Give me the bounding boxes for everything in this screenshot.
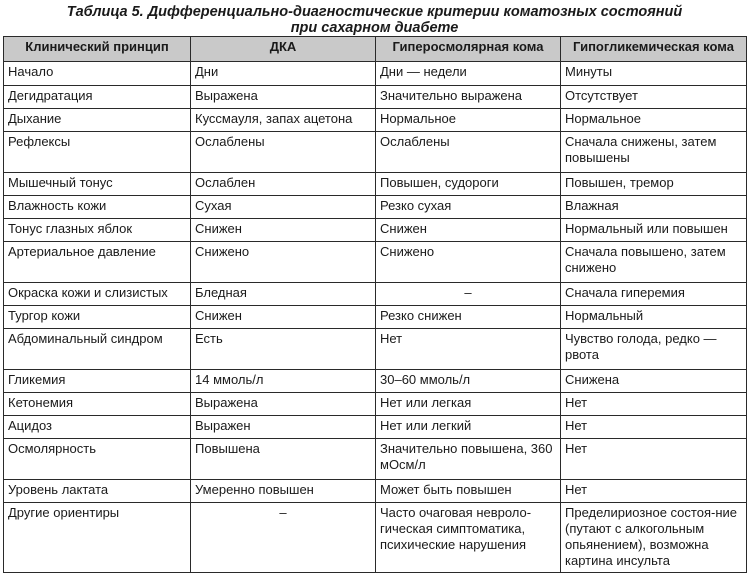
table-cell: Снижен	[191, 219, 376, 242]
table-cell: Дегидратация	[4, 86, 191, 109]
table-cell: Уровень лактата	[4, 480, 191, 503]
table-cell: Нет	[561, 416, 747, 439]
table-cell: Абдоминальный синдром	[4, 329, 191, 370]
column-header-hyperosmolar: Гиперосмолярная кома	[376, 37, 561, 62]
table-cell: Снижено	[191, 242, 376, 283]
table-cell: Осмолярность	[4, 439, 191, 480]
table-cell: Дыхание	[4, 109, 191, 132]
table-row	[4, 196, 747, 219]
table-row	[4, 242, 747, 283]
table-cell: Начало	[4, 62, 191, 86]
table-cell: Снижена	[561, 370, 747, 393]
table-cell: Рефлексы	[4, 132, 191, 173]
table-cell: Нормальный или повышен	[561, 219, 747, 242]
table-cell: Резко снижен	[376, 306, 561, 329]
table-cell: Другие ориентиры	[4, 503, 191, 573]
column-header-principle: Клинический принцип	[4, 37, 191, 62]
table-cell: Ослаблен	[191, 173, 376, 196]
table-cell: Дни — недели	[376, 62, 561, 86]
table-row	[4, 109, 747, 132]
table-cell: Тонус глазных яблок	[4, 219, 191, 242]
table-row	[4, 62, 747, 86]
table-cell: 30–60 ммоль/л	[376, 370, 561, 393]
table-cell: Повышен, тремор	[561, 173, 747, 196]
table-row	[4, 416, 747, 439]
table-caption	[0, 0, 749, 36]
table-cell: Тургор кожи	[4, 306, 191, 329]
header-row	[4, 37, 747, 62]
table-cell: Сухая	[191, 196, 376, 219]
table-row	[4, 329, 747, 370]
column-header-dka: ДКА	[191, 37, 376, 62]
table-cell: Чувство голода, редко — рвота	[561, 329, 747, 370]
table-cell: Бледная	[191, 283, 376, 306]
table-row	[4, 86, 747, 109]
table-row	[4, 503, 747, 573]
caption-line-2: при сахарном диабете	[290, 20, 459, 36]
table-cell: Нет или легкий	[376, 416, 561, 439]
table-cell: Окраска кожи и слизистых	[4, 283, 191, 306]
table-cell: Дни	[191, 62, 376, 86]
table-cell: Артериальное давление	[4, 242, 191, 283]
table-cell: Отсутствует	[561, 86, 747, 109]
table-cell: Влажность кожи	[4, 196, 191, 219]
table-cell: Нормальное	[376, 109, 561, 132]
table-cell: Нет	[561, 480, 747, 503]
table-cell: Выражена	[191, 393, 376, 416]
table-cell: Ослаблены	[376, 132, 561, 173]
table-cell: Мышечный тонус	[4, 173, 191, 196]
table-cell: Повышен, судороги	[376, 173, 561, 196]
table-cell: Ацидоз	[4, 416, 191, 439]
table-cell: Влажная	[561, 196, 747, 219]
table-cell: Может быть повышен	[376, 480, 561, 503]
table-cell: Сначала гиперемия	[561, 283, 747, 306]
table-cell: Нормальный	[561, 306, 747, 329]
table-body	[4, 62, 747, 573]
table-cell: Нормальное	[561, 109, 747, 132]
table-row	[4, 283, 747, 306]
table-row	[4, 173, 747, 196]
table-cell: Ослаблены	[191, 132, 376, 173]
table-cell: Значительно выражена	[376, 86, 561, 109]
table-row	[4, 306, 747, 329]
table-row	[4, 439, 747, 480]
table-row	[4, 480, 747, 503]
table-cell: Снижено	[376, 242, 561, 283]
table-row	[4, 132, 747, 173]
criteria-table	[3, 36, 747, 573]
table-cell: Снижен	[376, 219, 561, 242]
table-cell: Сначала снижены, затем повышены	[561, 132, 747, 173]
table-cell: Нет	[561, 393, 747, 416]
table-cell: Снижен	[191, 306, 376, 329]
table-cell: Повышена	[191, 439, 376, 480]
table-cell: Значительно повышена, 360 мОсм/л	[376, 439, 561, 480]
table-cell: Кетонемия	[4, 393, 191, 416]
table-cell: –	[376, 283, 561, 306]
table-cell: Нет	[561, 439, 747, 480]
table-row	[4, 219, 747, 242]
table-cell: Нет	[376, 329, 561, 370]
table-cell: Гликемия	[4, 370, 191, 393]
column-header-hypoglycemic: Гипогликемическая кома	[561, 37, 747, 62]
table-cell: Выражен	[191, 416, 376, 439]
caption-line-1: Таблица 5. Дифференциально-диагностические критерии коматозных состояний	[66, 4, 683, 20]
table-cell: 14 ммоль/л	[191, 370, 376, 393]
table-cell: Минуты	[561, 62, 747, 86]
table-cell: Резко сухая	[376, 196, 561, 219]
table-row	[4, 393, 747, 416]
table-cell: Куссмауля, запах ацетона	[191, 109, 376, 132]
table-row	[4, 370, 747, 393]
table-cell: Есть	[191, 329, 376, 370]
table-cell: –	[191, 503, 376, 573]
table-cell: Пределириозное состоя-ние (путают с алкогольным опьянением), возможна картина инсульта	[561, 503, 747, 573]
table-cell: Умеренно повышен	[191, 480, 376, 503]
table-cell: Сначала повышено, затем снижено	[561, 242, 747, 283]
table-cell: Нет или легкая	[376, 393, 561, 416]
table-cell: Выражена	[191, 86, 376, 109]
table-cell: Часто очаговая невроло-гическая симптоматика, психические нарушения	[376, 503, 561, 573]
